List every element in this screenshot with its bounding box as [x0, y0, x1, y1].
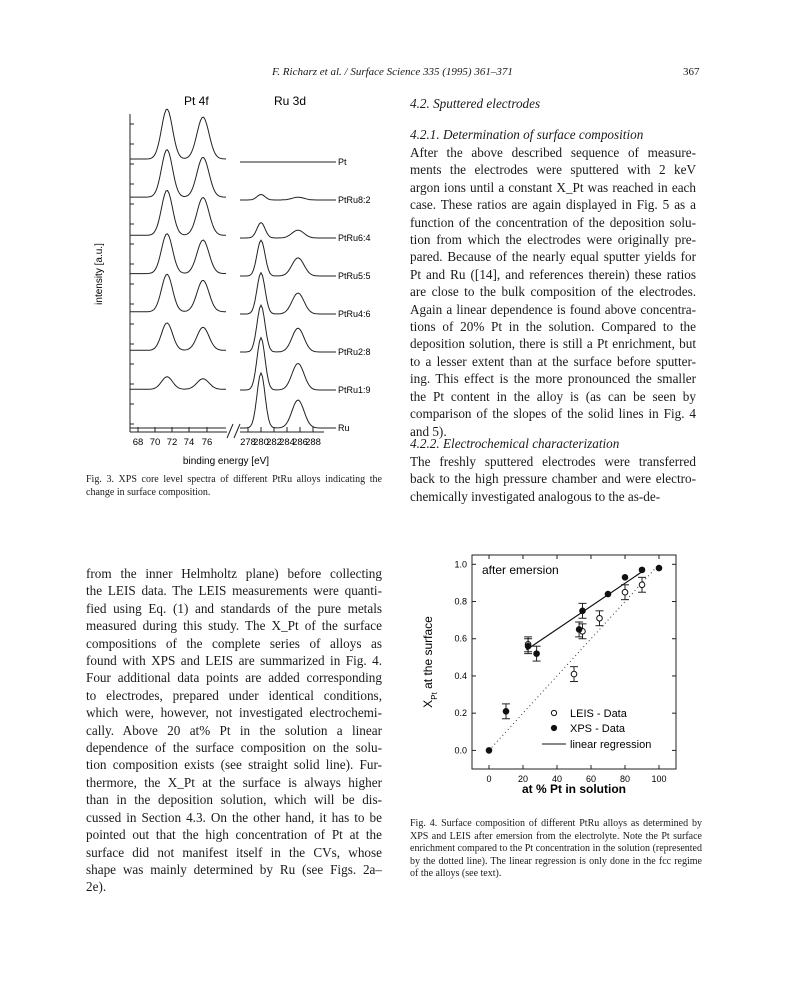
page-number: 367 [683, 66, 700, 78]
section-4-2-1-heading: 4.2.1. Determination of surface composition [410, 127, 644, 142]
text-line: tion composition exists (see straight solid line). Fur- [86, 757, 382, 773]
text-line: cussed in Section 4.3. On the other hand, it has to be [86, 809, 382, 825]
text-line: compositions of the complete series of alloys as [86, 635, 382, 651]
plot-frame [472, 555, 676, 769]
x-tick-label: 280 [253, 437, 269, 448]
figure-3-xlabel: binding energy [eV] [182, 456, 270, 466]
text-line: tion from which the electrodes were originally pre- [410, 232, 696, 248]
text-line: which were, however, not investigated electrochemi- [86, 705, 382, 721]
spectrum-label: PtRu2:8 [338, 347, 371, 357]
x-tick-label: 40 [551, 774, 563, 784]
leis-data-point [639, 582, 645, 588]
y-tick-label: 0.4 [454, 670, 467, 681]
text-line: argon ions until a constant X_Pt was reached in each [410, 179, 696, 195]
pt4f-spectrum [130, 150, 226, 197]
x-tick-label: 282 [266, 437, 282, 448]
text-line: function of the concentration of the deposition solu- [410, 214, 696, 230]
x-tick-label: 288 [305, 437, 321, 448]
spectrum-label: Pt [338, 157, 347, 167]
spectrum-label: PtRu8:2 [338, 195, 371, 205]
text-line: to electrodes, prepared under identical conditions, [86, 687, 382, 703]
legend-label: XPS - Data [570, 723, 626, 735]
text-line: 2e). [86, 879, 107, 895]
xps-data-point [656, 565, 662, 571]
x-tick-label: 74 [183, 437, 195, 448]
xps-data-point [486, 748, 492, 754]
y-tick-label: 0.6 [454, 633, 467, 644]
x-tick-label: 100 [651, 774, 667, 784]
y-tick-label: 1.0 [454, 559, 467, 570]
x-tick-label: 284 [279, 437, 295, 448]
text-line: the Pt content in the alloy is (as can be seen by [410, 388, 696, 404]
pt4f-spectrum [130, 109, 226, 159]
text-line: the LEIS data. The LEIS measurements were quanti- [86, 583, 382, 599]
x-tick-label: 60 [585, 774, 597, 784]
text-line: back to the high pressure chamber and were electro- [410, 471, 696, 487]
ru3d-column-label: Ru 3d [274, 94, 307, 108]
x-tick-label: 70 [149, 437, 161, 448]
figure-3-caption: Fig. 3. XPS core level spectra of different PtRu alloys indicating the change in surface composition. [86, 474, 382, 498]
legend-marker [551, 725, 556, 730]
text-line: ing. This effect is the more pronounced the smaller [410, 371, 696, 387]
section-4-2-2-heading: 4.2.2. Electrochemical characterization [410, 436, 620, 451]
spectrum-label: PtRu6:4 [338, 233, 371, 243]
ru3d-spectrum [240, 305, 336, 352]
text-line: Four additional data points are added corresponding [86, 670, 382, 686]
ru3d-spectrum [240, 195, 336, 201]
text-line: case. These ratios are again displayed in Fig. 5 as a [410, 197, 696, 213]
xps-data-point [534, 651, 540, 657]
text-line: deposition solution, there is still a Pt enrichment, but [410, 336, 696, 352]
text-line: Again a linear dependence is found above concentra- [410, 301, 696, 317]
text-line: cally. Above 20 at% Pt in the solution a linear [86, 722, 382, 738]
spectrum-label: Ru [338, 423, 350, 433]
xps-data-point [503, 709, 509, 715]
pt4f-spectrum [130, 377, 226, 389]
text-line: pointed out that the high concentration of Pt at the [86, 827, 382, 843]
x-tick-label: 80 [619, 774, 631, 784]
x-tick-label: 278 [240, 437, 256, 448]
ru3d-spectrum [240, 223, 336, 238]
regression-line [526, 572, 642, 650]
chart-xlabel: at % Pt in solution [522, 782, 626, 796]
ru3d-spectrum [240, 373, 336, 428]
legend-label: LEIS - Data [570, 708, 627, 720]
text-line: Pt and Ru ([14], and references therein) these ratios [410, 266, 696, 282]
x-tick-label: 0 [486, 774, 492, 784]
text-line: shape was mainly determined by Ru (see Figs. 2a– [86, 861, 382, 877]
legend-marker [551, 710, 556, 715]
text-line: tions of 20% Pt in the solution. Compared to the [410, 319, 696, 335]
y-tick-label: 0.8 [454, 596, 467, 607]
y-tick-label: 0.2 [454, 708, 467, 719]
spectrum-label: PtRu4:6 [338, 309, 371, 319]
text-line: After the above described sequence of measure- [410, 145, 696, 160]
axis-break-mark [227, 424, 240, 438]
text-line: from the inner Helmholtz plane) before collecting [86, 566, 382, 581]
text-line: surface did not manifest itself in the CVs, whose [86, 844, 382, 860]
text-line: and 5). [410, 423, 447, 439]
text-line: pared. Because of the nearly equal sputter yields for [410, 249, 696, 265]
chart-ylabel: $X_{Pt}$ at the surface [421, 616, 439, 708]
pt4f-column-label: Pt 4f [184, 94, 209, 108]
section-4-2-heading: 4.2. Sputtered electrodes [410, 96, 541, 111]
xps-data-point [622, 575, 628, 581]
text-line: than in the deposition solution, which will be dis- [86, 792, 382, 808]
section-4-2-1-paragraph [410, 144, 696, 440]
legend-label: linear regression [570, 739, 652, 751]
pt4f-spectrum [130, 274, 226, 311]
x-tick-label: 72 [166, 437, 178, 448]
xps-data-point [576, 627, 582, 633]
text-line: The freshly sputtered electrodes were transferred [410, 454, 696, 469]
leis-data-point [597, 615, 603, 621]
text-line: to a lesser extent than at the surface before sputter- [410, 353, 696, 369]
figure-3-ylabel: intensity [a.u.] [94, 243, 105, 305]
running-header: F. Richarz et al. / Surface Science 335 (1995) 361–371 [272, 66, 513, 78]
text-line: fied using Eq. (1) and standards of the pure metals [86, 600, 382, 616]
text-line: found with XPS and LEIS are summarized in Fig. 4. [86, 653, 382, 669]
chart-title: after emersion [482, 563, 559, 577]
leis-data-point [571, 671, 577, 677]
pt4f-spectrum [130, 234, 226, 274]
figure-4-caption: Fig. 4. Surface composition of different PtRu alloys as determined by XPS and LEIS after emersion from the electrolyte. Note the Pt surface enrichment compared to the Pt concentration in the solution (represented by the dotted line). The linear regression is only done in the fcc regime of the alloys (see text). [410, 818, 702, 880]
figure-3-xps-spectra [86, 94, 376, 466]
pt4f-spectrum [130, 323, 226, 350]
x-tick-label: 68 [132, 437, 144, 448]
text-line: are close to the bulk composition of the electrodes. [410, 284, 696, 300]
text-line: ments the electrodes were sputtered with 2 keV [410, 162, 696, 178]
text-line: dependence of the surface composition on the solu- [86, 740, 382, 756]
x-tick-label: 20 [517, 774, 529, 784]
text-line: measured during this study. The X_Pt of the surface [86, 618, 382, 634]
y-tick-label: 0.0 [454, 745, 467, 756]
spectrum-label: PtRu5:5 [338, 271, 371, 281]
x-tick-label: 286 [292, 437, 308, 448]
text-line: chemically investigated analogous to the as-de- [410, 488, 661, 504]
figure-4-chart [410, 549, 700, 804]
spectrum-label: PtRu1:9 [338, 385, 371, 395]
text-line: thermore, the X_Pt at the surface is always higher [86, 774, 382, 790]
ru3d-spectrum [240, 240, 336, 276]
leis-data-point [622, 589, 628, 595]
ru3d-spectrum [240, 273, 336, 314]
text-line: comparison of the slopes of the solid lines in Fig. 4 [410, 406, 696, 422]
section-4-2-2-paragraph [410, 453, 696, 505]
left-column-paragraph [86, 565, 382, 896]
x-tick-label: 76 [201, 437, 213, 448]
